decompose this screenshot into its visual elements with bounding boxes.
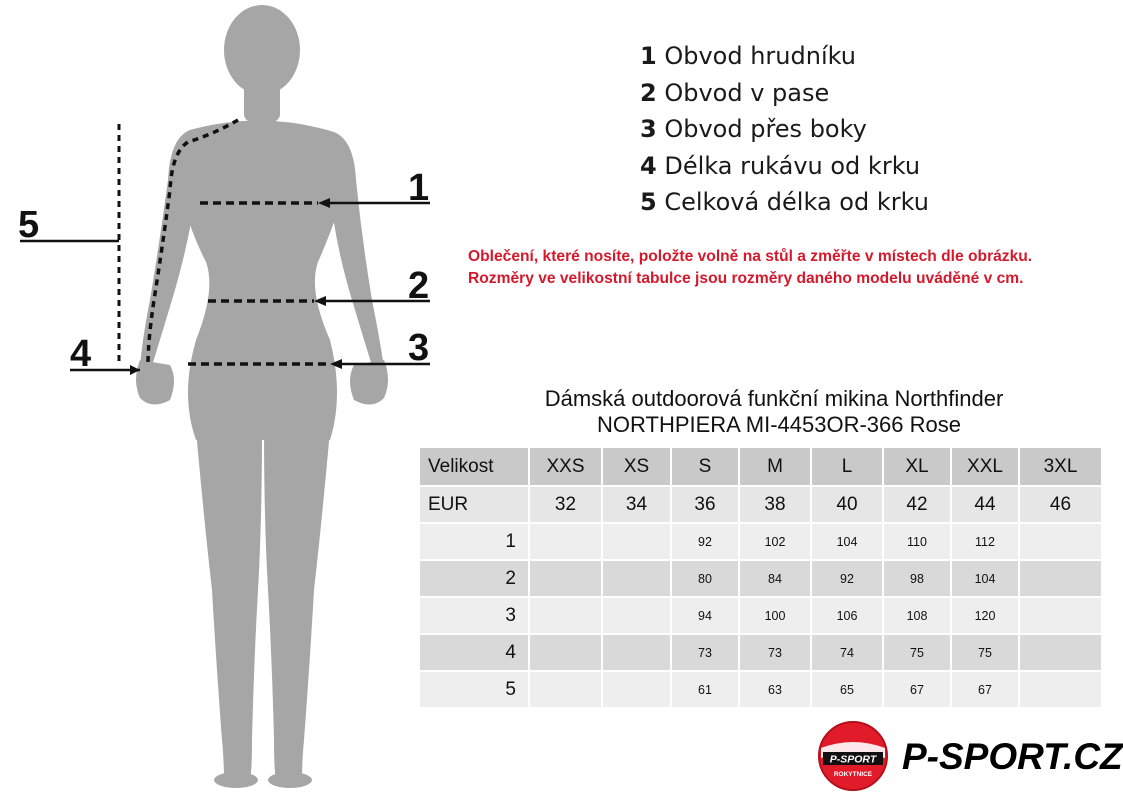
table-cell bbox=[1020, 561, 1101, 598]
eur-cell: 40 bbox=[812, 487, 882, 524]
table-cell bbox=[603, 561, 670, 598]
table-row bbox=[420, 598, 1101, 635]
size-cell: XL bbox=[884, 448, 950, 487]
table-cell: 73 bbox=[740, 635, 810, 672]
table-cell: 92 bbox=[672, 524, 738, 561]
table-cell: 106 bbox=[812, 598, 882, 635]
note-line-1: Oblečení, které nosíte, položte volně na stůl a změřte v místech dle obrázku. bbox=[468, 248, 1033, 265]
table-cell: 67 bbox=[952, 672, 1018, 709]
table-cell: 120 bbox=[952, 598, 1018, 635]
product-code: NORTHPIERA MI-4453OR-366 Rose bbox=[597, 412, 961, 437]
product-title bbox=[440, 386, 1108, 438]
legend-text: Délka rukávu od krku bbox=[664, 151, 921, 180]
table-cell: 112 bbox=[952, 524, 1018, 561]
eur-cell: 44 bbox=[952, 487, 1018, 524]
legend-text: Obvod v pase bbox=[664, 78, 830, 107]
table-cell: 92 bbox=[812, 561, 882, 598]
table-cell bbox=[530, 561, 601, 598]
table-eur-row bbox=[420, 487, 1101, 524]
table-cell: 80 bbox=[672, 561, 738, 598]
table-cell: 102 bbox=[740, 524, 810, 561]
size-cell: XXS bbox=[530, 448, 601, 487]
product-name: Dámská outdoorová funkční mikina Northfinder bbox=[544, 386, 1004, 411]
measurement-note bbox=[468, 246, 1032, 290]
table-row bbox=[420, 635, 1101, 672]
table-cell: 74 bbox=[812, 635, 882, 672]
table-cell: 108 bbox=[884, 598, 950, 635]
size-cell: S bbox=[672, 448, 738, 487]
eur-cell: 34 bbox=[603, 487, 670, 524]
legend-item-5 bbox=[640, 184, 929, 221]
body-figure bbox=[0, 0, 440, 794]
marker-2: 2 bbox=[408, 265, 430, 307]
table-row bbox=[420, 561, 1101, 598]
marker-4: 4 bbox=[70, 333, 92, 375]
table-cell bbox=[1020, 672, 1101, 709]
table-cell: 110 bbox=[884, 524, 950, 561]
eur-label: EUR bbox=[420, 487, 528, 524]
measurement-legend bbox=[640, 38, 929, 221]
table-cell bbox=[1020, 524, 1101, 561]
table-cell bbox=[530, 672, 601, 709]
size-table bbox=[418, 448, 1103, 709]
legend-num: 4 bbox=[640, 151, 657, 180]
size-cell: 3XL bbox=[1020, 448, 1101, 487]
eur-cell: 32 bbox=[530, 487, 601, 524]
table-cell: 73 bbox=[672, 635, 738, 672]
eur-cell: 36 bbox=[672, 487, 738, 524]
table-cell: 104 bbox=[812, 524, 882, 561]
table-header-row bbox=[420, 448, 1101, 487]
legend-num: 1 bbox=[640, 42, 657, 70]
table-cell: 104 bbox=[952, 561, 1018, 598]
table-row bbox=[420, 524, 1101, 561]
size-label: Velikost bbox=[420, 448, 528, 487]
table-cell: 75 bbox=[952, 635, 1018, 672]
eur-cell: 38 bbox=[740, 487, 810, 524]
row-label: 1 bbox=[420, 524, 528, 561]
table-cell: 94 bbox=[672, 598, 738, 635]
table-cell: 67 bbox=[884, 672, 950, 709]
eur-cell: 42 bbox=[884, 487, 950, 524]
logo-badge-top: P-SPORT bbox=[829, 753, 877, 766]
legend-item-3 bbox=[640, 111, 929, 148]
size-cell: L bbox=[812, 448, 882, 487]
legend-num: 5 bbox=[640, 188, 657, 217]
table-cell bbox=[603, 524, 670, 561]
table-cell: 61 bbox=[672, 672, 738, 709]
table-cell bbox=[1020, 635, 1101, 672]
row-label: 4 bbox=[420, 635, 528, 672]
note-line-2: Rozměry ve velikostní tabulce jsou rozměry daného modelu uváděné v cm. bbox=[468, 270, 1024, 287]
table-cell bbox=[603, 635, 670, 672]
table-cell: 63 bbox=[740, 672, 810, 709]
silhouette bbox=[136, 5, 388, 788]
legend-text: Obvod hrudníku bbox=[664, 42, 856, 70]
legend-num: 3 bbox=[640, 115, 657, 144]
size-cell: XXL bbox=[952, 448, 1018, 487]
table-cell: 65 bbox=[812, 672, 882, 709]
table-cell bbox=[603, 672, 670, 709]
legend-text: Celková délka od krku bbox=[664, 188, 929, 217]
table-cell bbox=[1020, 598, 1101, 635]
marker-3: 3 bbox=[408, 327, 430, 369]
table-cell: 98 bbox=[884, 561, 950, 598]
legend-item-2 bbox=[640, 75, 929, 112]
size-cell: XS bbox=[603, 448, 670, 487]
logo-text: P-SPORT.CZ bbox=[902, 736, 1123, 777]
legend-text: Obvod přes boky bbox=[664, 115, 867, 144]
table-cell bbox=[530, 598, 601, 635]
marker-1: 1 bbox=[408, 167, 430, 209]
legend-num: 2 bbox=[640, 78, 657, 107]
table-cell: 100 bbox=[740, 598, 810, 635]
table-cell: 84 bbox=[740, 561, 810, 598]
table-cell: 75 bbox=[884, 635, 950, 672]
table-cell bbox=[603, 598, 670, 635]
size-cell: M bbox=[740, 448, 810, 487]
row-label: 5 bbox=[420, 672, 528, 709]
eur-cell: 46 bbox=[1020, 487, 1101, 524]
table-row bbox=[420, 672, 1101, 709]
table-cell bbox=[530, 635, 601, 672]
legend-item-1 bbox=[640, 38, 929, 75]
logo-badge-bottom: ROKYTNICE bbox=[833, 771, 873, 778]
row-label: 2 bbox=[420, 561, 528, 598]
legend-item-4 bbox=[640, 148, 929, 185]
marker-5: 5 bbox=[18, 204, 40, 246]
table-cell bbox=[530, 524, 601, 561]
row-label: 3 bbox=[420, 598, 528, 635]
